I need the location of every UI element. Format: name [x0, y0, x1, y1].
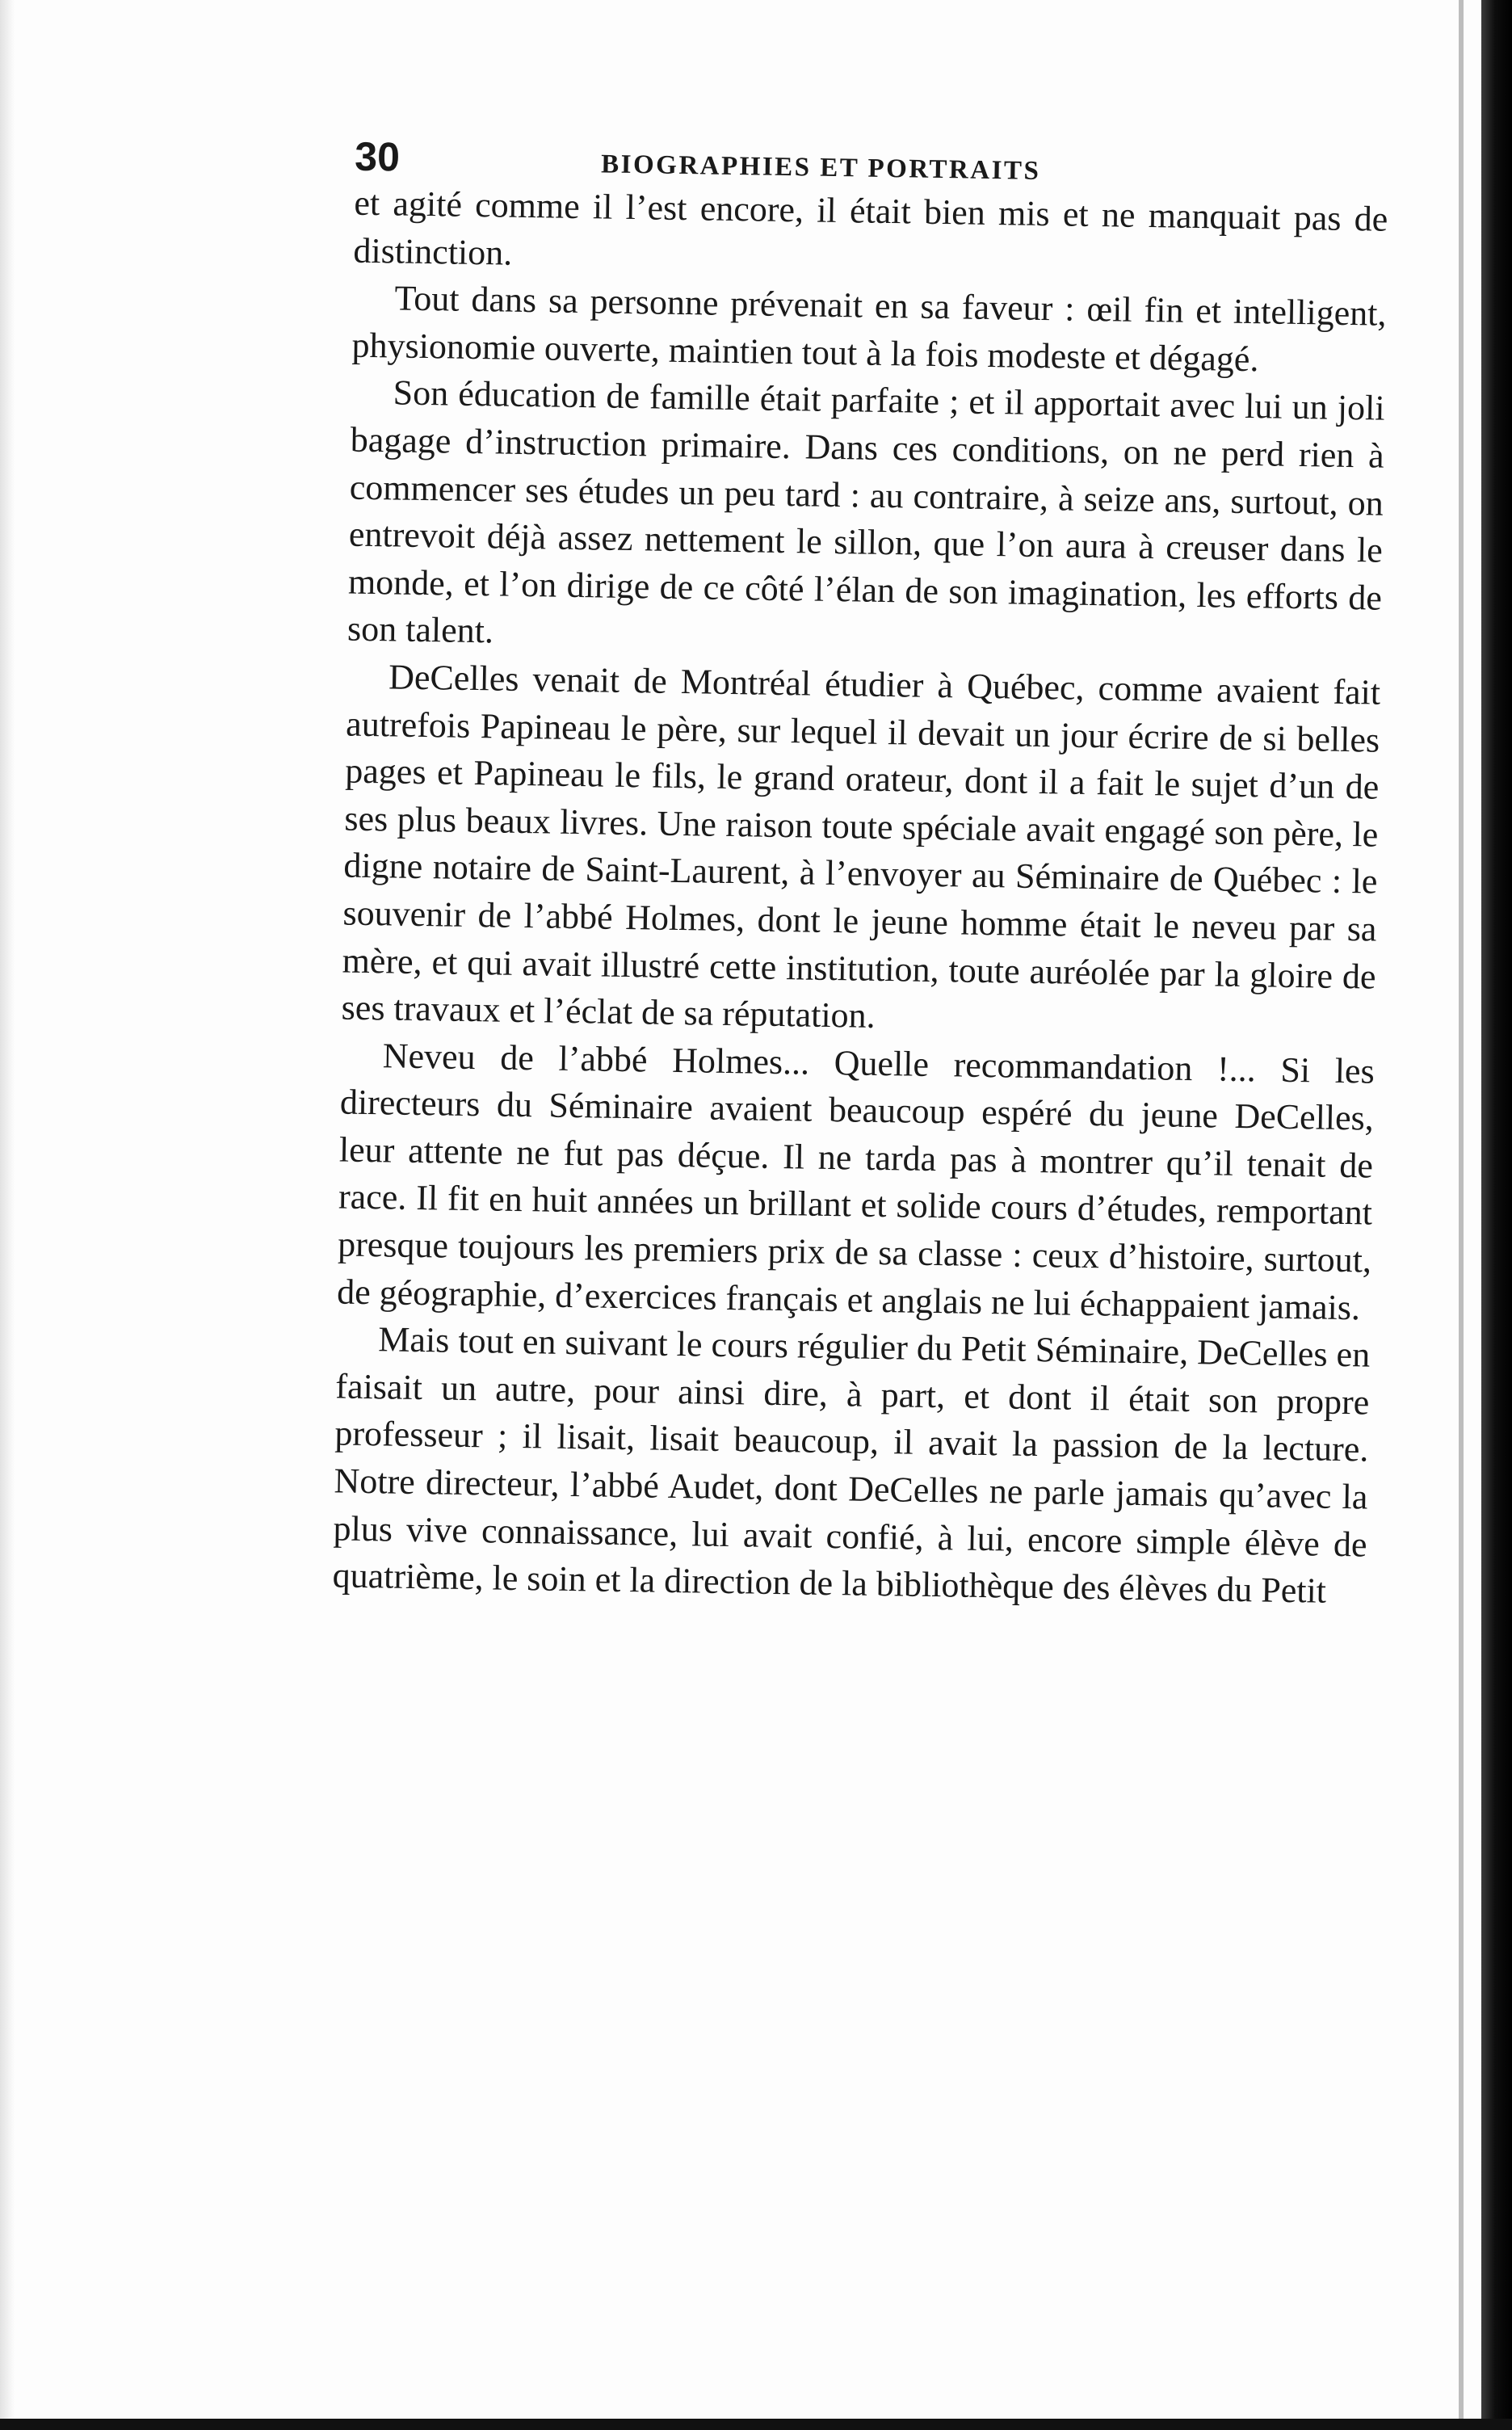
- paragraph-1: et agité comme il l’est encore, il était bien mis et ne manquait pas de distinction.: [353, 183, 1388, 273]
- paragraph-5: Neveu de l’abbé Holmes... Quelle recommandation !... Si les directeurs du Séminaire avaient beaucoup espéré du jeune DeCelles, leur attente ne fut pas déçue. Il ne tarda pas à montrer qu’il tenait de race. Il fit en huit années un brillant et solide cours d’études, remportant presque toujours les premiers prix de sa classe : ceux d’histoire, surtout, de géographie, d’exercices français et anglais ne lui échappaient jamais.: [336, 1035, 1376, 1328]
- film-border-bottom: [0, 2419, 1512, 2430]
- paragraph-2: Tout dans sa personne prévenait en sa faveur : œil fin et intelligent, physionomie ouverte, maintien tout à la fois modeste et dégagé.: [351, 278, 1387, 380]
- paragraph-4: DeCelles venait de Montréal étudier à Québec, comme avaient fait autrefois Papineau le père, sur lequel il devait un jour écrire de si belles pages et Papineau le fils, le grand orateur, dont il a fait le sujet d’un de ses plus beaux livres. Une raison toute spéciale avait engagé son père, le digne notaire de Saint-Laurent, à l’envoyer au Séminaire de Québec : le souvenir de l’abbé Holmes, dont le jeune homme était le neveu par sa mère, et qui avait illustré cette institution, toute auréolée par la gloire de ses travaux et l’éclat de sa réputation.: [341, 657, 1381, 1036]
- page-edge-line: [1459, 0, 1464, 2430]
- page-number: 30: [354, 133, 401, 180]
- film-border-right: [1481, 0, 1512, 2430]
- left-shadow: [0, 0, 15, 2430]
- book-page: [300, 121, 1389, 1616]
- running-title: BIOGRAPHIES ET PORTRAITS: [600, 149, 1041, 186]
- paragraph-3: Son éducation de famille était parfaite ; et il apportait avec lui un joli bagage d’instruction primaire. Dans ces conditions, on ne perd rien à commencer ses études un peu tard : au contraire, à seize ans, surtout, on entrevoit déjà assez nettement le sillon, que l’on aura à creuser dans le monde, et l’on dirige de ce côté l’élan de son imagination, les efforts de son talent.: [346, 372, 1385, 651]
- paragraph-6: Mais tout en suivant le cours régulier du Petit Séminaire, DeCelles en faisait un autre, pour ainsi dire, à part, et dont il était son propre professeur ; il lisait, lisait beaucoup, il avait la passion de la lecture. Notre directeur, l’abbé Audet, dont DeCelles ne parle jamais qu’avec la plus vive connaissance, lui avait confié, à lui, encore simple élève de quatrième, le soin et la direction de la bibliothèque des élèves du Petit: [332, 1319, 1371, 1611]
- body-text: [300, 179, 1388, 1616]
